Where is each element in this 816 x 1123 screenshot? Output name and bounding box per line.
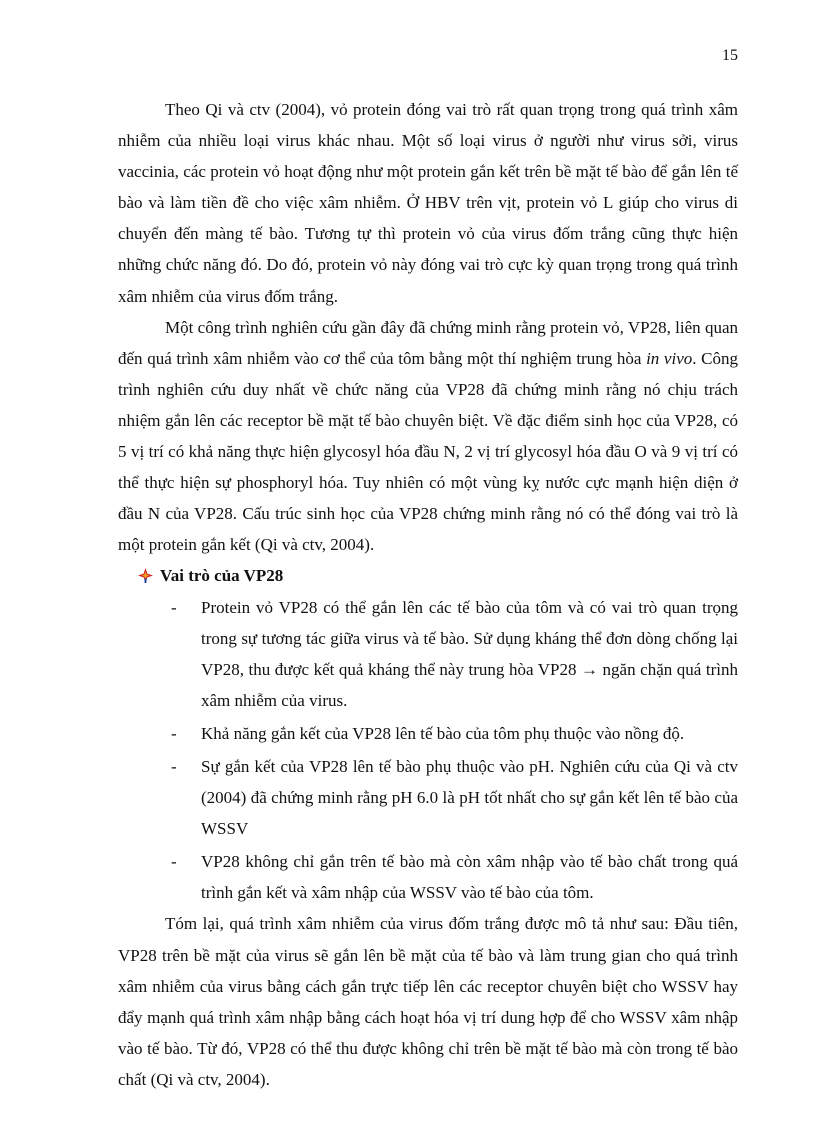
dash-bullet: - bbox=[171, 756, 177, 776]
italic-term: in vivo bbox=[646, 348, 693, 368]
paragraph-text: . Công trình nghiên cứu duy nhất về chức năng của VP28 đã chứng minh rằng nó chịu trách nhiệm gắn lên các receptor bề mặt tế bào chuyên biệt. Về đặc điểm sinh học của VP28, có 5 vị trí có khả năng thực hiện glycosyl hóa đầu N, 2 vị trí glycosyl hóa đầu O và 9 vị trí có thể thực hiện sự phosphoryl hóa. Tuy nhiên có một vùng kỵ nước cực mạnh hiện diện ở đầu N của VP28. Cấu trúc sinh học của VP28 chứng minh rằng nó có thể đóng vai trò là một protein gắn kết (Qi và ctv, 2004). bbox=[118, 348, 738, 555]
list-item bbox=[118, 718, 738, 749]
dash-bullet: - bbox=[171, 723, 177, 743]
paragraph-summary: Tóm lại, quá trình xâm nhiễm của virus đốm trắng được mô tả như sau: Đầu tiên, VP28 trên bề mặt của virus sẽ gắn lên bề mặt của tế bào và làm trung gian cho quá trình xâm nhiễm của virus bằng cách gắn trực tiếp lên các receptor chuyên biệt cho WSSV hay đẩy mạnh quá trình xâm nhập bằng cách hoạt hóa vị trí dung hợp để cho WSSV xâm nhập vào tế bào. Từ đó, VP28 có thể thu được không chỉ trên bề mặt tế bào mà còn trong tế bào chất (Qi và ctv, 2004). bbox=[118, 914, 738, 1089]
list-item-text: Protein vỏ VP28 có thể gắn lên các tế bào của tôm và có vai trò quan trọng trong sự tương tác giữa virus và tế bào. Sử dụng kháng thể đơn dòng chống lại VP28, thu được kết quả kháng thể này trung hòa VP28 → ngăn chặn quá trình xâm nhiễm của virus. bbox=[201, 597, 738, 710]
paragraph-text: Một công trình nghiên cứu gần đây đã chứng minh rằng protein vỏ, VP28, liên quan đến quá trình xâm nhiễm vào cơ thể của tôm bằng một thí nghiệm trung hòa bbox=[118, 317, 738, 368]
list-item bbox=[118, 592, 738, 716]
body-text bbox=[118, 94, 738, 1095]
list-item-text: Sự gắn kết của VP28 lên tế bào phụ thuộc vào pH. Nghiên cứu của Qi và ctv (2004) đã chứng minh rằng pH 6.0 là pH tốt nhất cho sự gắn kết lên tế bào của WSSV bbox=[201, 756, 738, 839]
vp28-role-list bbox=[118, 592, 738, 909]
list-item-text: VP28 không chỉ gắn trên tế bào mà còn xâm nhập vào tế bào chất trong quá trình gắn kết và xâm nhập của WSSV vào tế bào của tôm. bbox=[201, 852, 738, 903]
paragraph-vp28-research bbox=[118, 312, 738, 561]
section-heading-label: Vai trò của VP28 bbox=[160, 566, 284, 586]
dash-bullet: - bbox=[171, 597, 177, 617]
dash-bullet: - bbox=[171, 852, 177, 872]
list-item-text: Khả năng gắn kết của VP28 lên tế bào của tôm phụ thuộc vào nồng độ. bbox=[201, 723, 685, 743]
paragraph-intro: Theo Qi và ctv (2004), vỏ protein đóng vai trò rất quan trọng trong quá trình xâm nhiễm của nhiều loại virus khác nhau. Một số loại virus ở người như virus sởi, virus vaccinia, các protein vỏ hoạt động như một protein gắn kết trên bề mặt tế bào để gắn lên tế bào và làm tiền đề cho việc xâm nhiễm. Ở HBV trên vịt, protein vỏ L giúp cho virus di chuyển đến màng tế bào. Tương tự thì protein vỏ của virus đốm trắng cũng thực hiện những chức năng đó. Do đó, protein vỏ này đóng vai trò cực kỳ quan trọng trong quá trình xâm nhiễm của virus đốm trắng. bbox=[118, 100, 738, 306]
plus-cross-bullet-icon bbox=[138, 568, 153, 583]
section-heading bbox=[138, 560, 738, 591]
page-number: 15 bbox=[722, 47, 738, 64]
list-item bbox=[118, 846, 738, 908]
list-item bbox=[118, 751, 738, 844]
